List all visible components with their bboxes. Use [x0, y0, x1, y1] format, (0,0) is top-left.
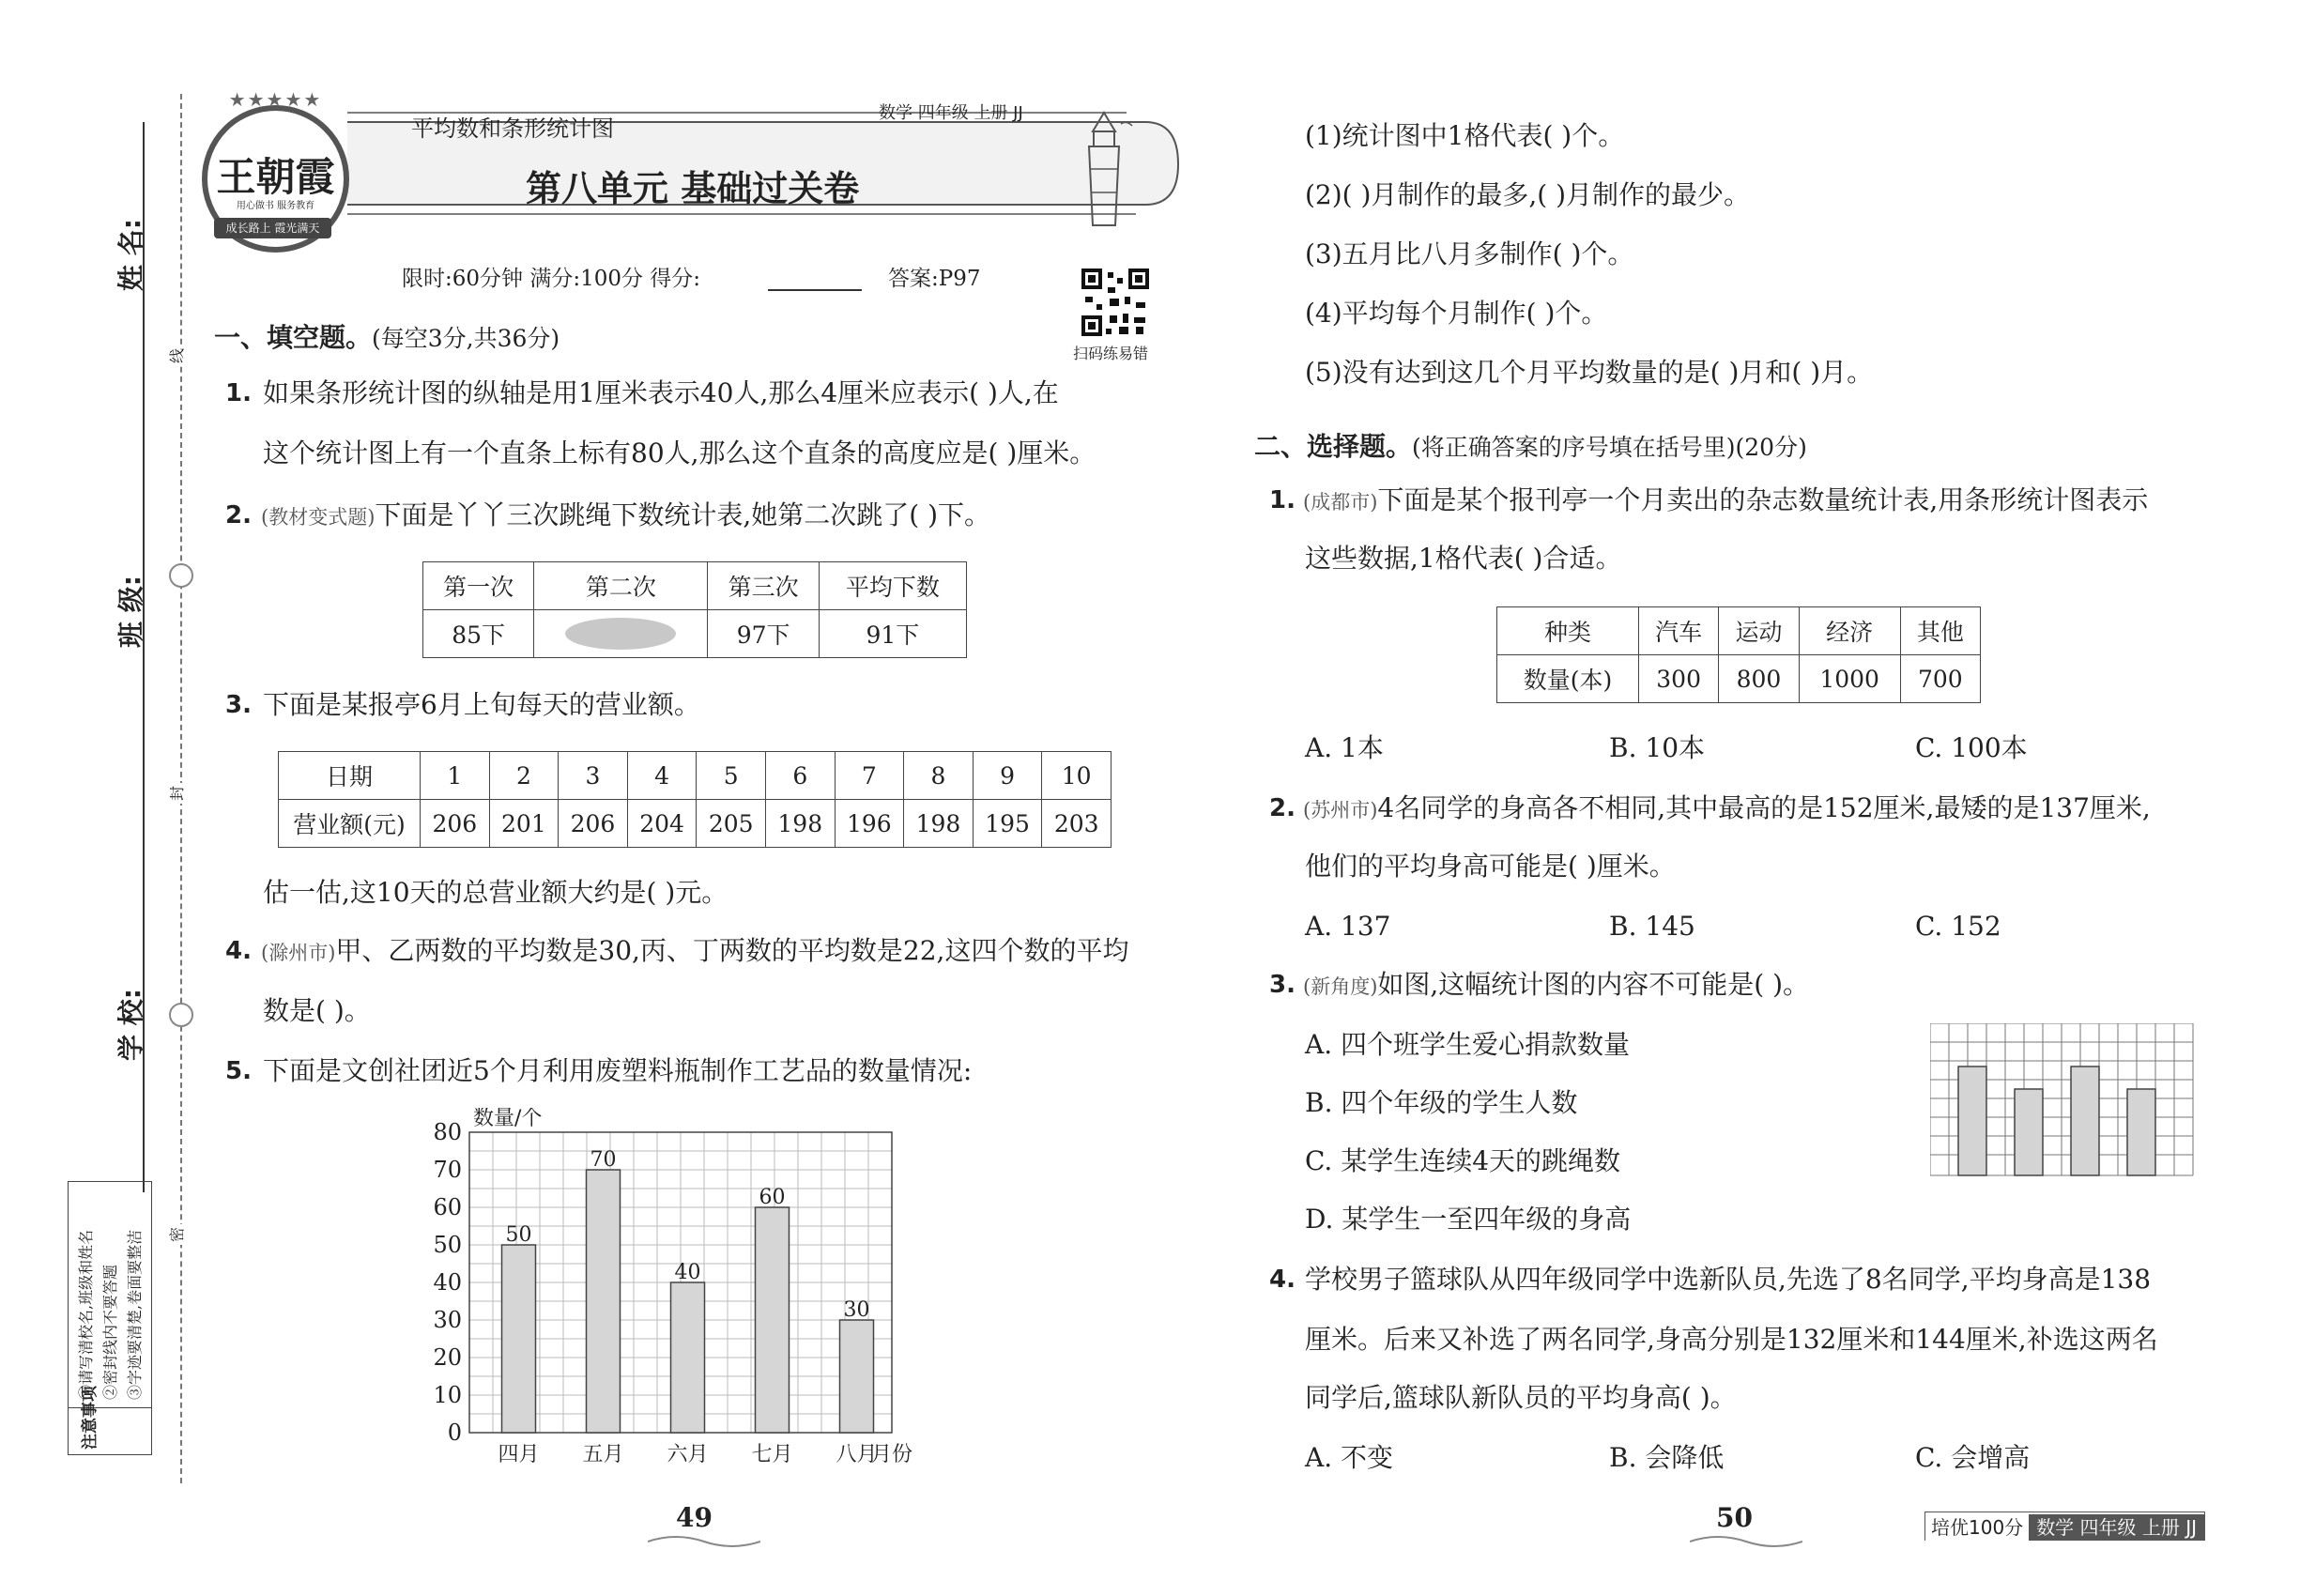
mini-bar: [2127, 1089, 2155, 1175]
c1-number: 1.: [1269, 486, 1296, 514]
bar-chart: [404, 1108, 986, 1483]
table-cell: 8: [904, 752, 974, 800]
c2-line1: [1303, 792, 2151, 826]
c1-body: 下面是某个报刊亭一个月卖出的杂志数量统计表,用条形统计图表示: [1377, 484, 2149, 515]
answer-ref: 答案:P97: [888, 267, 981, 291]
footer-tag-brand: 培优100分: [1925, 1514, 2029, 1541]
c3-number: 3.: [1269, 971, 1296, 999]
c1-table: [1496, 606, 1981, 703]
brand-slogan: 成长路上 霞光满天: [214, 218, 331, 238]
x-tick-label: 七月: [751, 1443, 793, 1466]
c1-line1: [1303, 484, 2148, 518]
school-label: 学 校:: [115, 989, 146, 1061]
mini-bar: [2071, 1067, 2099, 1175]
table-cell: 3: [559, 752, 628, 800]
table-row-header: 日期: [279, 752, 421, 800]
table-cell: 4: [627, 752, 697, 800]
c1-option-b[interactable]: B. 10本: [1609, 732, 1706, 763]
bar: [756, 1207, 790, 1433]
table-cell: 97下: [708, 610, 819, 658]
line-mark-xian: 线: [165, 345, 193, 366]
q5-sub4: (4)平均每个月制作( )个。: [1305, 298, 1608, 329]
q1-line2: 这个统计图上有一个直条上标有80人,那么这个直条的高度应是( )厘米。: [263, 437, 1096, 468]
table-header: 第一次: [423, 562, 534, 610]
q4-line2: 数是( )。: [263, 995, 371, 1026]
q3-text: 下面是某报亭6月上旬每天的营业额。: [263, 689, 700, 720]
c2-source: (苏州市): [1303, 799, 1378, 821]
bar-value-label: 40: [674, 1261, 701, 1284]
c4-line1: 学校男子篮球队从四年级同学中选新队员,先选了8名同学,平均身高是138: [1305, 1264, 2152, 1295]
y-tick-label: 60: [433, 1194, 462, 1220]
q5-sub1: (1)统计图中1格代表( )个。: [1305, 120, 1625, 151]
x-tick-label: 四月: [498, 1443, 540, 1466]
c4-option-a[interactable]: A. 不变: [1305, 1442, 1394, 1473]
notice-item: ②密封线内不要答题: [101, 1264, 119, 1400]
c1-line2: 这些数据,1格代表( )合适。: [1305, 543, 1622, 574]
q2-text: [261, 499, 990, 533]
table-cell: 203: [1042, 800, 1112, 848]
q4-body: 甲、乙两数的平均数是30,丙、丁两数的平均数是22,这四个数的平均: [335, 935, 1129, 966]
notice-item: ①请写清校名,班级和姓名: [77, 1229, 95, 1400]
c4-line3: 同学后,篮球队新队员的平均身高( )。: [1305, 1382, 1737, 1413]
brand-tagline: 用心做书 服务教育: [236, 201, 315, 211]
y-tick-label: 50: [433, 1232, 462, 1258]
c4-number: 4.: [1269, 1266, 1296, 1294]
mini-bar: [2015, 1089, 2043, 1175]
c2-number: 2.: [1269, 794, 1296, 822]
stars-icon: ★★★★★: [228, 88, 323, 111]
line-mark-mi: 密: [165, 1224, 193, 1245]
table-header: 平均下数: [819, 562, 966, 610]
footer-tag-subject: 数学 四年级 上册 JJ: [2029, 1514, 2204, 1541]
q3-table: [278, 751, 1112, 848]
topic-label: 平均数和条形统计图: [411, 115, 614, 142]
c4-option-b[interactable]: B. 会降低: [1609, 1442, 1725, 1473]
table-cell: 7: [835, 752, 904, 800]
y-tick-label: 70: [433, 1157, 462, 1183]
table-cell: 206: [559, 800, 628, 848]
q5-sub5: (5)没有达到这几个月平均数量的是( )月和( )月。: [1305, 357, 1874, 388]
q5-text: 下面是文创社团近5个月利用废塑料瓶制作工艺品的数量情况:: [263, 1055, 973, 1086]
table-cell: 9: [973, 752, 1042, 800]
table-cell: 6: [765, 752, 835, 800]
footer-tag: [1924, 1512, 2205, 1541]
table-cell: 300: [1639, 655, 1719, 703]
bar-value-label: 70: [590, 1148, 617, 1172]
q5-number: 5.: [225, 1057, 252, 1085]
table-header: 第二次: [534, 562, 708, 610]
c1-source: (成都市): [1303, 491, 1378, 514]
ink-blot-cell: [534, 610, 708, 658]
c3-option-b[interactable]: B. 四个年级的学生人数: [1305, 1087, 1578, 1118]
table-cell: 运动: [1719, 607, 1799, 655]
table-cell: 10: [1042, 752, 1112, 800]
q4-source: (滁州市): [261, 942, 336, 964]
c2-option-a[interactable]: A. 137: [1305, 911, 1391, 942]
notice-box: [68, 1181, 152, 1455]
bar: [587, 1170, 621, 1433]
page-number-right: 50: [1716, 1502, 1753, 1533]
table-cell: 201: [489, 800, 559, 848]
ink-blot-icon: [565, 618, 676, 650]
c3-body: 如图,这幅统计图的内容不可能是( )。: [1377, 969, 1810, 1000]
section1-heading: [214, 317, 560, 355]
section1-note: (每空3分,共36分): [372, 325, 560, 352]
c1-option-a[interactable]: A. 1本: [1305, 732, 1384, 763]
table-cell: 196: [835, 800, 904, 848]
page-flourish-icon: [648, 1532, 760, 1551]
mini-bar: [1958, 1067, 1986, 1175]
c3-option-d[interactable]: D. 某学生一至四年级的身高: [1305, 1204, 1632, 1235]
score-field[interactable]: [768, 289, 862, 291]
page-flourish-icon: [1690, 1532, 1802, 1551]
table-row-header: 数量(本): [1497, 655, 1639, 703]
bar: [502, 1245, 536, 1433]
x-tick-label: 八月: [836, 1443, 878, 1466]
table-cell: 经济: [1799, 607, 1900, 655]
q4-number: 4.: [225, 937, 252, 965]
table-cell: 206: [421, 800, 490, 848]
table-cell: 205: [697, 800, 766, 848]
c3-option-a[interactable]: A. 四个班学生爱心捐款数量: [1305, 1029, 1631, 1060]
q2-table: [422, 561, 967, 658]
x-tick-label: 五月: [582, 1443, 624, 1466]
name-label: 姓 名:: [115, 219, 146, 291]
c2-line2: 他们的平均身高可能是( )厘米。: [1305, 851, 1676, 882]
y-tick-label: 0: [447, 1420, 462, 1446]
q4-line1: [261, 935, 1128, 969]
c3-text: [1303, 969, 1809, 1003]
subject-tags: 数学 四年级 上册 JJ: [879, 103, 1023, 123]
table-cell: 91下: [819, 610, 966, 658]
q5-sub2: (2)( )月制作的最多,( )月制作的最少。: [1305, 179, 1751, 210]
c2-option-b[interactable]: B. 145: [1609, 911, 1695, 942]
table-cell: 800: [1719, 655, 1799, 703]
table-cell: 其他: [1900, 607, 1980, 655]
bar: [840, 1320, 874, 1433]
table-cell: 5: [697, 752, 766, 800]
c3-source: (新角度): [1303, 975, 1378, 998]
bar-value-label: 50: [505, 1223, 532, 1247]
section2-title: 二、选择题。: [1254, 431, 1413, 462]
table-cell: 汽车: [1639, 607, 1719, 655]
x-tick-label: 六月: [667, 1443, 709, 1466]
q1-number: 1.: [225, 379, 252, 407]
c3-mini-chart: [1930, 1023, 2197, 1179]
table-cell: 198: [765, 800, 835, 848]
q3-follow: 估一估,这10天的总营业额大约是( )元。: [263, 877, 728, 908]
binding-hole-icon: [169, 1003, 193, 1027]
table-header: 第三次: [708, 562, 819, 610]
section1-title: 一、填空题。: [214, 322, 373, 353]
y-tick-label: 20: [433, 1344, 462, 1371]
exam-meta: 限时:60分钟 满分:100分 得分:: [402, 267, 701, 291]
q2-source: (教材变式题): [261, 506, 376, 529]
y-tick-label: 10: [433, 1382, 462, 1408]
table-cell: 195: [973, 800, 1042, 848]
c4-line2: 厘米。后来又补选了两名同学,身高分别是132厘米和144厘米,补选这两名: [1305, 1324, 2158, 1355]
notice-item: ③字迹要清楚,卷面要整洁: [126, 1229, 144, 1400]
qr-code-icon[interactable]: [1081, 269, 1149, 336]
c2-body: 4名同学的身高各不相同,其中最高的是152厘米,最矮的是137厘米,: [1377, 792, 2151, 823]
x-axis-label: 月份: [870, 1443, 912, 1466]
section2-heading: [1254, 426, 1807, 464]
q2-number: 2.: [225, 501, 252, 529]
table-cell: 1000: [1799, 655, 1900, 703]
table-cell: 2: [489, 752, 559, 800]
section2-note: (将正确答案的序号填在括号里)(20分): [1412, 434, 1807, 461]
table-cell: 85下: [423, 610, 534, 658]
c2-option-c[interactable]: C. 152: [1915, 911, 2001, 942]
line-mark-feng: 封: [165, 783, 193, 804]
q3-number: 3.: [225, 691, 252, 719]
c3-option-c[interactable]: C. 某学生连续4天的跳绳数: [1305, 1145, 1621, 1176]
brand-name: 王朝霞: [216, 154, 335, 200]
qr-caption: 扫码练易错: [1073, 345, 1149, 362]
c4-option-c[interactable]: C. 会增高: [1915, 1442, 2031, 1473]
q2-body: 下面是丫丫三次跳绳下数统计表,她第二次跳了( )下。: [375, 499, 991, 530]
table-row-header: 营业额(元): [279, 800, 421, 848]
lighthouse-icon: [1080, 103, 1117, 225]
bar-value-label: 60: [759, 1186, 786, 1209]
c1-option-c[interactable]: C. 100本: [1915, 732, 2028, 763]
notice-title: 注意事项: [81, 1386, 100, 1450]
table-cell: 1: [421, 752, 490, 800]
q5-sub3: (3)五月比八月多制作( )个。: [1305, 238, 1634, 269]
table-cell: 700: [1900, 655, 1980, 703]
y-tick-label: 40: [433, 1269, 462, 1296]
table-cell: 204: [627, 800, 697, 848]
bar-value-label: 30: [843, 1298, 870, 1322]
y-axis-label: 数量/个: [473, 1108, 543, 1130]
bar: [671, 1282, 705, 1433]
binding-hole-icon: [169, 563, 193, 588]
page-title: 第八单元 基础过关卷: [526, 168, 860, 209]
page-number-left: 49: [676, 1502, 713, 1533]
class-label: 班 级:: [115, 575, 146, 648]
q1-line1: 如果条形统计图的纵轴是用1厘米表示40人,那么4厘米应表示( )人,在: [263, 377, 1059, 408]
table-cell: 198: [904, 800, 974, 848]
table-row-header: 种类: [1497, 607, 1639, 655]
y-tick-label: 30: [433, 1307, 462, 1333]
y-tick-label: 80: [433, 1119, 462, 1145]
